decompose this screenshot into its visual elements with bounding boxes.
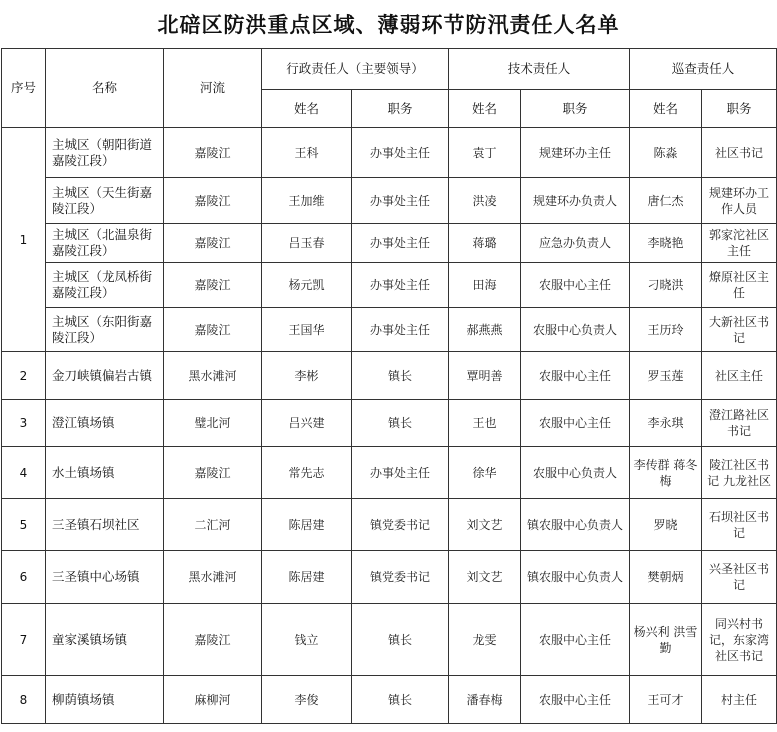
table-row [2, 263, 777, 308]
header-patrol-position: 职务 [702, 90, 777, 128]
patrol-position: 大新社区书记 [702, 308, 777, 352]
patrol-person: 罗晓 [630, 499, 702, 551]
tech-person: 徐华 [449, 447, 521, 499]
tech-position: 镇农服中心负责人 [521, 551, 630, 604]
patrol-position: 村主任 [702, 676, 777, 724]
header-index: 序号 [2, 49, 46, 128]
area-name: 主城区（天生街嘉陵江段） [46, 178, 164, 224]
admin-person: 王国华 [262, 308, 352, 352]
admin-person: 常先志 [262, 447, 352, 499]
table-row [2, 128, 777, 178]
row-index: 8 [2, 676, 46, 724]
header-tech-position: 职务 [521, 90, 630, 128]
header-tech-group: 技术责任人 [449, 49, 630, 90]
patrol-person: 王可才 [630, 676, 702, 724]
area-name: 主城区（东阳街嘉陵江段） [46, 308, 164, 352]
admin-position: 镇长 [352, 604, 449, 676]
admin-position: 办事处主任 [352, 263, 449, 308]
tech-position: 农服中心主任 [521, 604, 630, 676]
patrol-person: 李晓艳 [630, 224, 702, 263]
header-river: 河流 [164, 49, 262, 128]
header-name: 名称 [46, 49, 164, 128]
admin-person: 王加维 [262, 178, 352, 224]
header-admin-position: 职务 [352, 90, 449, 128]
tech-person: 覃明善 [449, 352, 521, 400]
patrol-person: 刁晓洪 [630, 263, 702, 308]
patrol-position: 兴圣社区书记 [702, 551, 777, 604]
admin-person: 王科 [262, 128, 352, 178]
header-admin-group: 行政责任人（主要领导） [262, 49, 449, 90]
area-name: 童家溪镇场镇 [46, 604, 164, 676]
table-row [2, 352, 777, 400]
admin-position: 办事处主任 [352, 128, 449, 178]
admin-position: 办事处主任 [352, 178, 449, 224]
area-name: 三圣镇中心场镇 [46, 551, 164, 604]
row-index: 1 [2, 128, 46, 352]
tech-person: 龙雯 [449, 604, 521, 676]
river-name: 嘉陵江 [164, 447, 262, 499]
header-tech-person: 姓名 [449, 90, 521, 128]
table-row [2, 551, 777, 604]
tech-position: 应急办负责人 [521, 224, 630, 263]
patrol-person: 王历玲 [630, 308, 702, 352]
admin-position: 办事处主任 [352, 447, 449, 499]
patrol-person: 唐仁杰 [630, 178, 702, 224]
table-row [2, 400, 777, 447]
area-name: 澄江镇场镇 [46, 400, 164, 447]
patrol-position: 澄江路社区书记 [702, 400, 777, 447]
patrol-person: 李传群 蒋冬梅 [630, 447, 702, 499]
row-index: 3 [2, 400, 46, 447]
row-index: 2 [2, 352, 46, 400]
area-name: 三圣镇石坝社区 [46, 499, 164, 551]
river-name: 嘉陵江 [164, 224, 262, 263]
tech-person: 刘文艺 [449, 499, 521, 551]
river-name: 嘉陵江 [164, 128, 262, 178]
admin-position: 镇长 [352, 676, 449, 724]
patrol-position: 陵江社区书记 九龙社区 [702, 447, 777, 499]
admin-person: 吕兴建 [262, 400, 352, 447]
patrol-position: 郭家沱社区主任 [702, 224, 777, 263]
tech-position: 农服中心主任 [521, 676, 630, 724]
river-name: 嘉陵江 [164, 178, 262, 224]
row-index: 4 [2, 447, 46, 499]
area-name: 主城区（龙凤桥街嘉陵江段） [46, 263, 164, 308]
tech-person: 潘春梅 [449, 676, 521, 724]
admin-person: 李俊 [262, 676, 352, 724]
patrol-person: 李永琪 [630, 400, 702, 447]
patrol-person: 樊朝炳 [630, 551, 702, 604]
admin-person: 陈居建 [262, 551, 352, 604]
admin-position: 镇党委书记 [352, 551, 449, 604]
river-name: 嘉陵江 [164, 308, 262, 352]
tech-position: 农服中心主任 [521, 352, 630, 400]
patrol-position: 同兴村书记，东家湾社区书记 [702, 604, 777, 676]
patrol-position: 燎原社区主任 [702, 263, 777, 308]
header-admin-person: 姓名 [262, 90, 352, 128]
tech-person: 刘文艺 [449, 551, 521, 604]
admin-position: 办事处主任 [352, 224, 449, 263]
river-name: 嘉陵江 [164, 263, 262, 308]
tech-position: 农服中心主任 [521, 263, 630, 308]
tech-person: 王也 [449, 400, 521, 447]
responsibility-table [1, 48, 777, 724]
table-row [2, 308, 777, 352]
tech-position: 农服中心主任 [521, 400, 630, 447]
area-name: 主城区（朝阳街道嘉陵江段） [46, 128, 164, 178]
admin-position: 镇党委书记 [352, 499, 449, 551]
admin-position: 办事处主任 [352, 308, 449, 352]
table-row [2, 499, 777, 551]
header-patrol-person: 姓名 [630, 90, 702, 128]
row-index: 5 [2, 499, 46, 551]
admin-position: 镇长 [352, 352, 449, 400]
tech-person: 田海 [449, 263, 521, 308]
area-name: 水土镇场镇 [46, 447, 164, 499]
patrol-person: 杨兴利 洪雪勤 [630, 604, 702, 676]
area-name: 金刀峡镇偏岩古镇 [46, 352, 164, 400]
tech-person: 蒋璐 [449, 224, 521, 263]
admin-person: 李彬 [262, 352, 352, 400]
admin-person: 吕玉春 [262, 224, 352, 263]
patrol-position: 社区主任 [702, 352, 777, 400]
patrol-position: 规建环办工作人员 [702, 178, 777, 224]
tech-position: 镇农服中心负责人 [521, 499, 630, 551]
area-name: 主城区（北温泉街嘉陵江段） [46, 224, 164, 263]
tech-person: 洪凌 [449, 178, 521, 224]
river-name: 璧北河 [164, 400, 262, 447]
river-name: 黑水滩河 [164, 551, 262, 604]
patrol-person: 陈淼 [630, 128, 702, 178]
tech-position: 农服中心负责人 [521, 447, 630, 499]
header-patrol-group: 巡查责任人 [630, 49, 777, 90]
tech-position: 农服中心负责人 [521, 308, 630, 352]
table-row [2, 178, 777, 224]
page-title: 北碚区防洪重点区域、薄弱环节防汛责任人名单 [157, 13, 620, 37]
tech-person: 袁丁 [449, 128, 521, 178]
patrol-position: 社区书记 [702, 128, 777, 178]
row-index: 6 [2, 551, 46, 604]
row-index: 7 [2, 604, 46, 676]
table-row [2, 224, 777, 263]
tech-person: 郝燕燕 [449, 308, 521, 352]
table-row [2, 604, 777, 676]
river-name: 黑水滩河 [164, 352, 262, 400]
river-name: 嘉陵江 [164, 604, 262, 676]
area-name: 柳荫镇场镇 [46, 676, 164, 724]
admin-person: 杨元凯 [262, 263, 352, 308]
river-name: 二汇河 [164, 499, 262, 551]
patrol-position: 石坝社区书记 [702, 499, 777, 551]
tech-position: 规建环办主任 [521, 128, 630, 178]
admin-position: 镇长 [352, 400, 449, 447]
admin-person: 陈居建 [262, 499, 352, 551]
river-name: 麻柳河 [164, 676, 262, 724]
patrol-person: 罗玉莲 [630, 352, 702, 400]
table-row [2, 676, 777, 724]
admin-person: 钱立 [262, 604, 352, 676]
table-row [2, 447, 777, 499]
tech-position: 规建环办负责人 [521, 178, 630, 224]
